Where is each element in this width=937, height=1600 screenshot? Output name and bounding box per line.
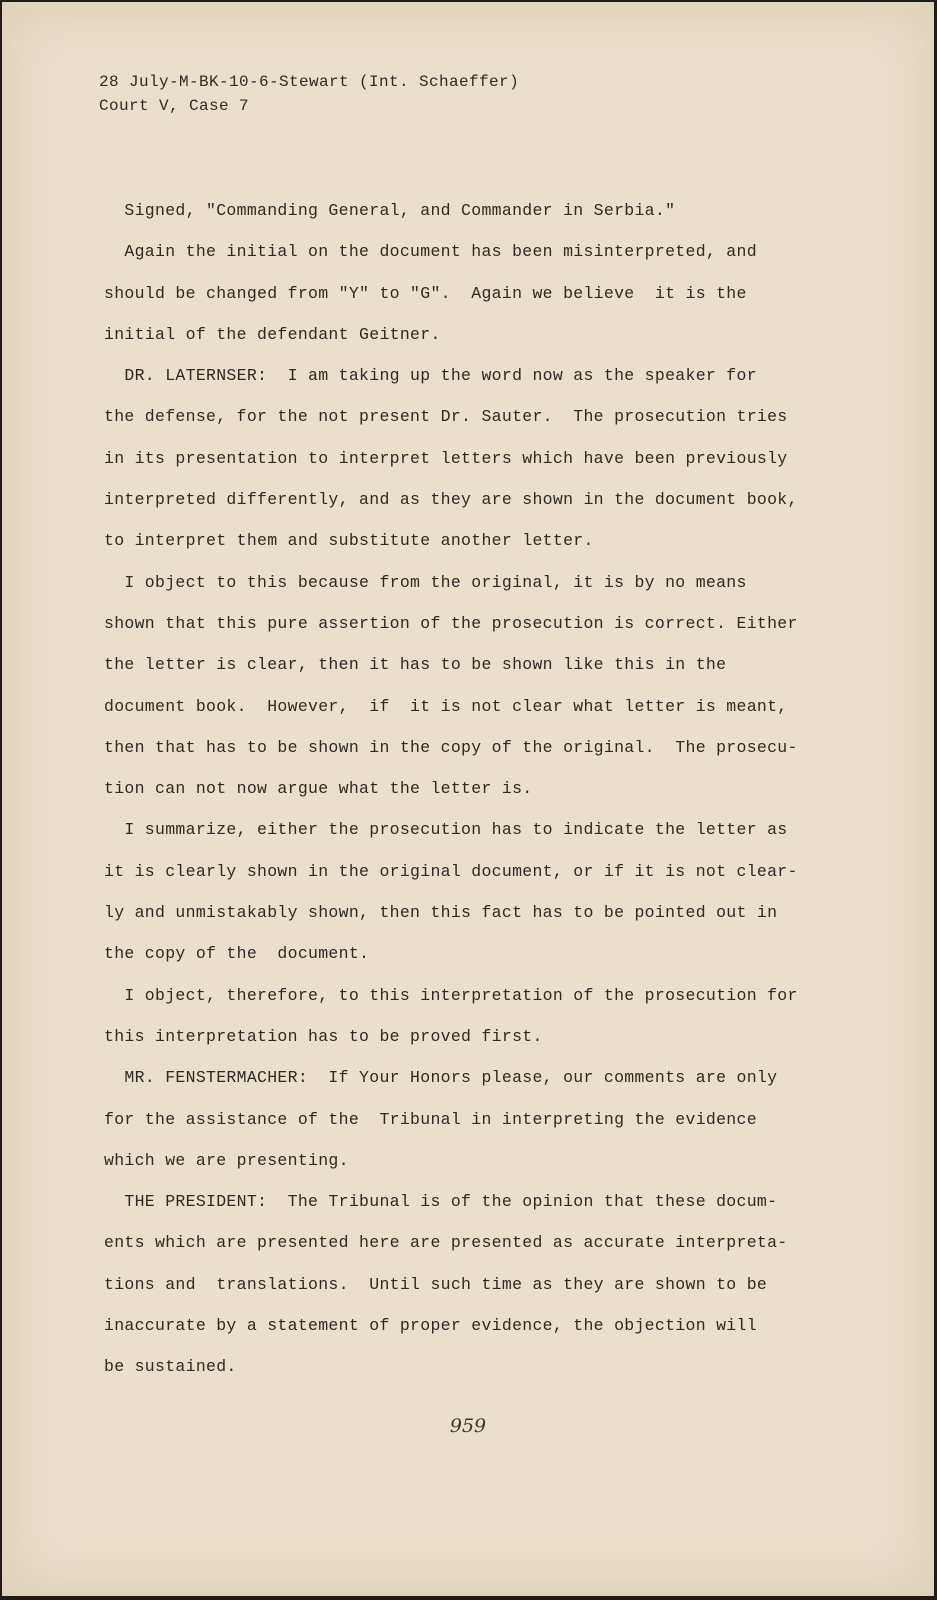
transcript-line: tion can not now argue what the letter is.	[104, 779, 533, 799]
transcript-line: then that has to be shown in the copy of the original. The prosecu-	[104, 737, 798, 757]
transcript-line: inaccurate by a statement of proper evidence, the objection will	[104, 1316, 757, 1336]
transcript-line: THE PRESIDENT: The Tribunal is of the opinion that these docum-	[104, 1192, 778, 1212]
transcript-body	[104, 190, 804, 1388]
header-court-line: Court V, Case 7	[99, 97, 250, 115]
transcript-line: the letter is clear, then it has to be shown like this in the	[104, 655, 727, 675]
document-header	[99, 70, 519, 118]
transcript-line: DR. LATERNSER: I am taking up the word now as the speaker for	[104, 366, 757, 386]
header-reference-line: 28 July-M-BK-10-6-Stewart (Int. Schaeffer)	[99, 73, 520, 91]
page-number: 959	[449, 1415, 487, 1437]
transcript-line: MR. FENSTERMACHER: If Your Honors please, our comments are only	[104, 1068, 778, 1088]
transcript-line: tions and translations. Until such time as they are shown to be	[104, 1274, 768, 1294]
transcript-line: it is clearly shown in the original document, or if it is not clear-	[104, 861, 798, 881]
transcript-line: the defense, for the not present Dr. Sauter. The prosecution tries	[104, 407, 788, 427]
transcript-line: Signed, "Commanding General, and Commander in Serbia."	[104, 201, 676, 220]
transcript-line: shown that this pure assertion of the prosecution is correct. Either	[104, 613, 798, 633]
transcript-line: ly and unmistakably shown, then this fact has to be pointed out in	[104, 903, 778, 923]
transcript-line: should be changed from "Y" to "G". Again we believe it is the	[104, 283, 747, 303]
transcript-line: interpreted differently, and as they are shown in the document book,	[104, 490, 798, 510]
transcript-line: I object to this because from the original, it is by no means	[104, 572, 747, 592]
document-page	[2, 2, 934, 1596]
transcript-line: for the assistance of the Tribunal in interpreting the evidence	[104, 1109, 757, 1129]
transcript-line: be sustained.	[104, 1357, 237, 1377]
transcript-line: Again the initial on the document has been misinterpreted, and	[104, 242, 757, 262]
transcript-line: document book. However, if it is not clear what letter is meant,	[104, 696, 788, 716]
transcript-line: the copy of the document.	[104, 944, 370, 964]
transcript-line: to interpret them and substitute another letter.	[104, 531, 594, 551]
transcript-line: ents which are presented here are presented as accurate interpreta-	[104, 1233, 788, 1253]
transcript-line: in its presentation to interpret letters which have been previously	[104, 448, 788, 468]
transcript-line: initial of the defendant Geitner.	[104, 324, 441, 344]
transcript-line: I object, therefore, to this interpretation of the prosecution for	[104, 985, 798, 1005]
transcript-line: which we are presenting.	[104, 1150, 349, 1170]
transcript-line: I summarize, either the prosecution has to indicate the letter as	[104, 820, 788, 840]
transcript-line: this interpretation has to be proved first.	[104, 1026, 543, 1046]
